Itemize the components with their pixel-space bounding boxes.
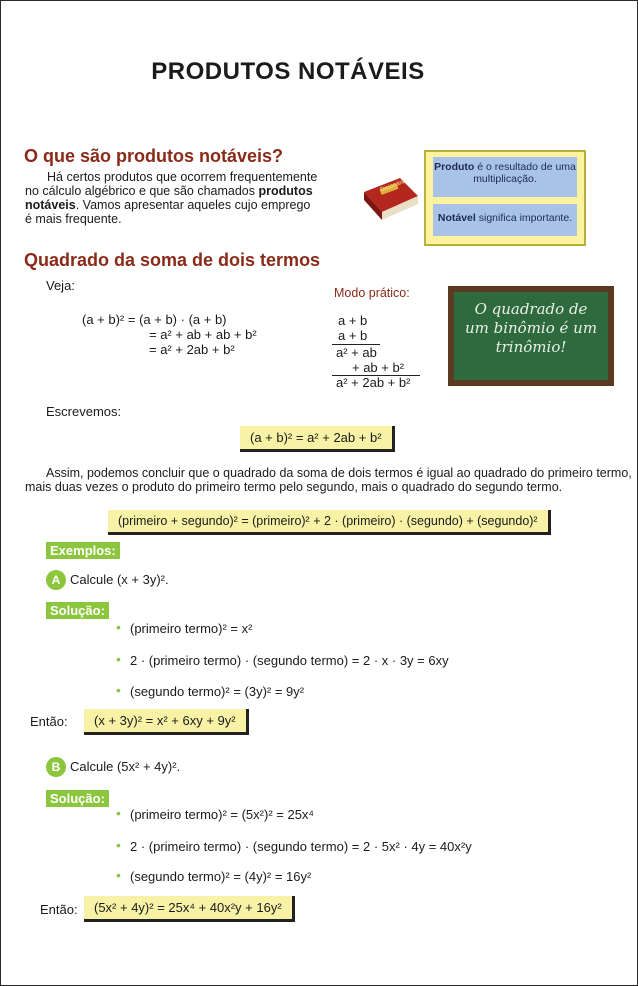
example-a-entao: Então: [30,714,68,729]
definition-box [424,150,586,246]
expansion-line-1: (a + b)² = (a + b) · (a + b) [82,312,227,327]
rule-box: (primeiro + segundo)² = (primeiro)² + 2 · (primeiro) · (segundo) + (segundo)² [108,510,551,535]
intro-line-4: é mais frequente. [25,212,122,226]
definition-notavel: Notável significa importante. [433,204,577,236]
bullet-icon: • [116,619,121,635]
chalkboard-line-3: trinômio! [495,338,567,356]
conclusion-paragraph [25,466,632,494]
intro-paragraph [25,170,325,226]
bullet-icon: • [116,867,121,883]
example-b-step-2: 2 · (primeiro termo) · (segundo termo) = 2 · 5x² · 4y = 40x²y [130,839,472,854]
modo-pratico-label: Modo prático: [334,286,410,300]
formula-box: (a + b)² = a² + 2ab + b² [240,426,395,452]
chalkboard-line-2: um binômio é um [464,319,598,337]
chalkboard [448,286,614,386]
bullet-icon: • [116,837,121,853]
example-b-result-box: (5x² + 4y)² = 25x⁴ + 40x²y + 16y² [84,896,295,922]
modo-line-3: a² + ab [336,345,377,360]
modo-line-4: + ab + b² [352,360,405,375]
example-a-step-1: (primeiro termo)² = x² [130,621,253,636]
bullet-icon: • [116,682,121,698]
bullet-icon: • [116,805,121,821]
expansion-line-2: = a² + ab + ab + b² [149,327,257,342]
example-b-step-3: (segundo termo)² = (4y)² = 16y² [130,869,312,884]
veja-label: Veja: [46,278,75,293]
example-a-result-box: (x + 3y)² = x² + 6xy + 9y² [84,709,249,735]
example-b-marker: B [46,757,66,777]
section-heading-what-are: O que são produtos notáveis? [24,146,284,166]
exemplos-tag: Exemplos: [46,542,120,559]
section-heading-square-sum: Quadrado da soma de dois termos [24,250,321,270]
page-title: PRODUTOS NOTÁVEIS [151,58,425,85]
example-a-statement: Calcule (x + 3y)². [70,572,169,587]
escrevemos-label: Escrevemos: [46,404,122,419]
intro-line-3: notáveis. Vamos apresentar aqueles cujo emprego [25,198,311,212]
intro-line-1: Há certos produtos que ocorrem frequentemente [47,170,318,184]
example-b-step-1: (primeiro termo)² = (5x²)² = 25x⁴ [130,807,315,822]
example-b-entao: Então: [40,902,78,917]
expansion-line-3: = a² + 2ab + b² [149,342,235,357]
modo-line-1: a + b [338,313,368,328]
chalkboard-line-1: O quadrado de [474,300,588,318]
intro-line-2: no cálculo algébrico e que são chamados produtos [25,184,313,198]
example-a-step-2: 2 · (primeiro termo) · (segundo termo) = 2 · x · 3y = 6xy [130,653,449,668]
example-b-statement: Calcule (5x² + 4y)². [70,759,181,774]
modo-line-5: a² + 2ab + b² [336,375,411,390]
modo-line-2: a + b [338,328,368,343]
dictionary-book-icon [360,172,420,224]
definition-produto: Produto é o resultado de uma multiplicação. [433,157,577,197]
conclusion-line-1: Assim, podemos concluir que o quadrado da soma de dois termos é igual ao quadrado do primeiro termo, [46,466,632,480]
example-a-marker: A [46,570,66,590]
conclusion-line-2: mais duas vezes o produto do primeiro termo pelo segundo, mais o quadrado do segundo termo. [25,480,563,494]
example-a-step-3: (segundo termo)² = (3y)² = 9y² [130,684,305,699]
solucao-tag-a: Solução: [46,602,109,619]
bullet-icon: • [116,651,121,667]
book-label: Dicionário [379,178,407,194]
solucao-tag-b: Solução: [46,790,109,807]
